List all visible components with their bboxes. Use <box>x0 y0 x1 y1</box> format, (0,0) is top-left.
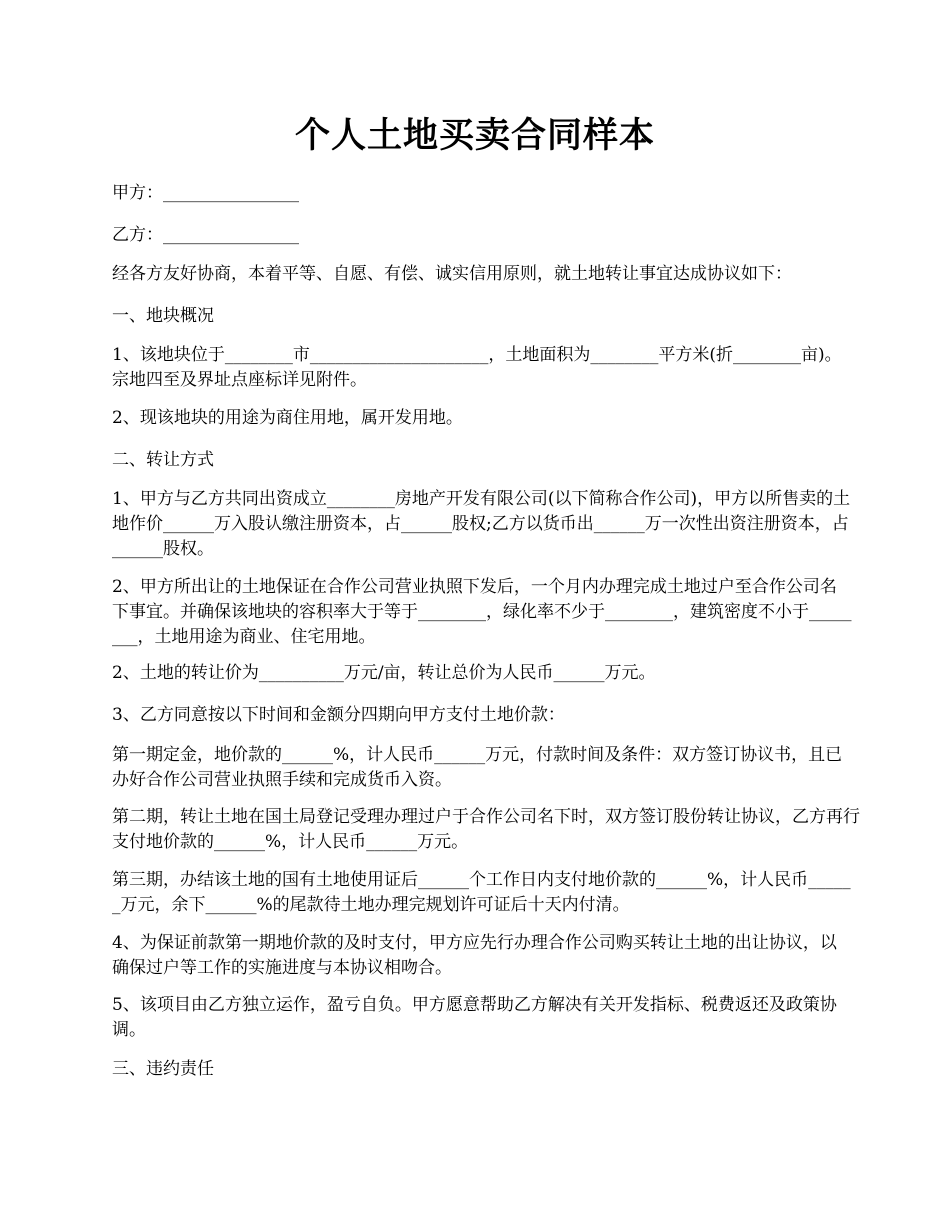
payment-phase-1: 第一期定金，地价款的______%，计人民币______万元，付款时间及条件：双方签订协议书，且已办好合作公司营业执照手续和完成货币入资。 <box>112 745 843 790</box>
clause-transfer-price: 2、土地的转让价为__________万元/亩，转让总价为人民币______万元。 <box>112 663 656 683</box>
party-b-line: 乙方：________________ <box>112 225 299 245</box>
section-heading-liability: 三、违约责任 <box>112 1059 214 1079</box>
section-heading-land-overview: 一、地块概况 <box>112 306 214 326</box>
payment-phase-3: 第三期，办结该土地的国有土地使用证后______个工作日内支付地价款的______%，计人民币______万元，余下______%的尾款待土地办理完规划许可证后十天内付清。 <box>112 870 851 915</box>
clause-joint-company: 1、甲方与乙方共同出资成立________房地产开发有限公司(以下简称合作公司)，甲方以所售卖的土地作价______万入股认缴注册资本，占______股权;乙方以货币出______万一次性出资注册资本，占______股权。 <box>112 489 851 559</box>
clause-land-use: 2、现该地块的用途为商住用地，属开发用地。 <box>112 408 463 428</box>
payment-phase-2: 第二期，转让土地在国土局登记受理办理过户于合作公司名下时，双方签订股份转让协议，乙方再行支付地价款的______%，计人民币______万元。 <box>112 807 860 852</box>
clause-land-location: 1、该地块位于________市_____________________，土地面积为________平方米(折________亩)。宗地四至及界址点座标详见附件。 <box>112 345 842 390</box>
clause-independent-operation: 5、该项目由乙方独立运作，盈亏自负。甲方愿意帮助乙方解决有关开发指标、税费返还及政策协调。 <box>112 995 837 1040</box>
clause-payment-assurance: 4、为保证前款第一期地价款的及时支付，甲方应先行办理合作公司购买转让土地的出让协议，以确保过户等工作的实施进度与本协议相吻合。 <box>112 933 837 978</box>
clause-payment-schedule: 3、乙方同意按以下时间和金额分四期向甲方支付土地价款： <box>112 705 565 725</box>
document-title: 个人土地买卖合同样本 <box>294 115 655 156</box>
party-a-line: 甲方：________________ <box>112 183 299 203</box>
clause-transfer-guarantee: 2、甲方所出让的土地保证在合作公司营业执照下发后，一个月内办理完成土地过户至合作公司名下事宜。并确保该地块的容积率大于等于________，绿化率不少于________，建筑密度不小于________，土地用途为商业、住宅用地。 <box>112 577 852 647</box>
section-heading-transfer-method: 二、转让方式 <box>112 450 214 470</box>
preamble: 经各方友好协商，本着平等、自愿、有偿、诚实信用原则，就土地转让事宜达成协议如下： <box>112 264 792 284</box>
